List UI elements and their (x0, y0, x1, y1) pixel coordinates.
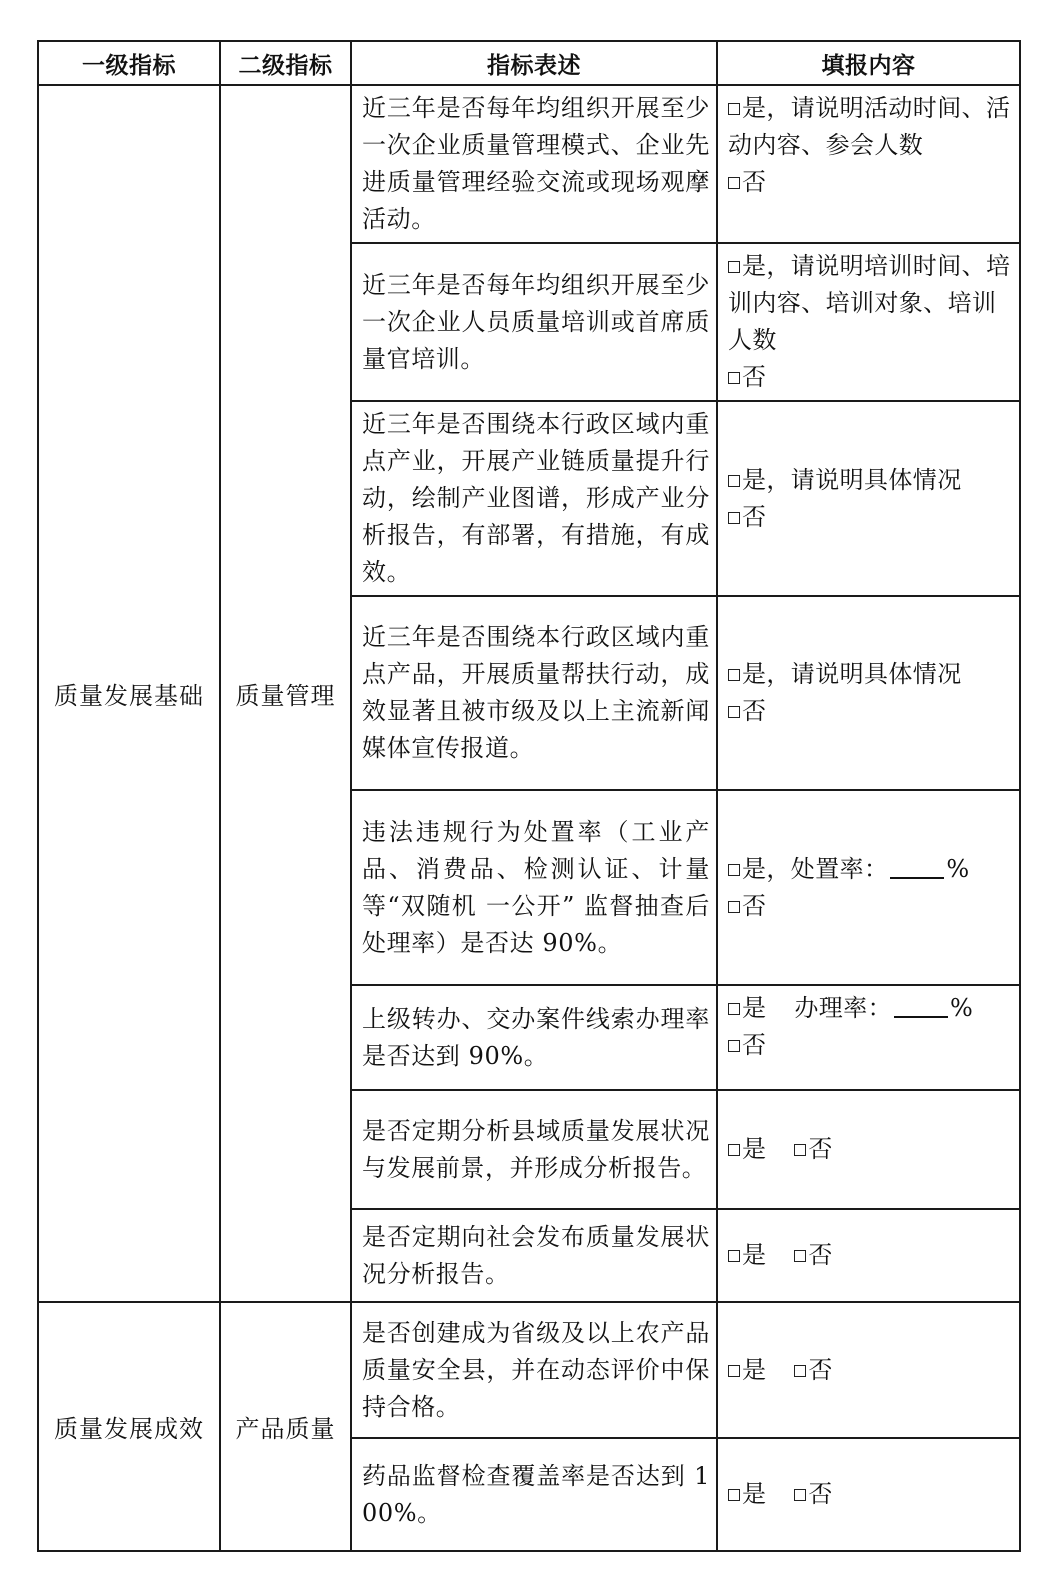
checkbox-icon[interactable] (728, 177, 740, 189)
level2-cell: 质量管理 (220, 85, 351, 1302)
checkbox-icon[interactable] (794, 1144, 806, 1156)
no-option[interactable] (794, 1480, 832, 1508)
no-label: 否 (808, 1355, 833, 1384)
no-label: 否 (808, 1135, 833, 1163)
checkbox-icon[interactable] (728, 706, 740, 718)
fill-cell (717, 1209, 1020, 1302)
yes-option[interactable] (728, 851, 1015, 888)
no-option[interactable] (728, 888, 1015, 925)
fill-cell (717, 85, 1020, 243)
yes-label: 是，处置率： (742, 854, 889, 883)
yes-label: 是，请说明具体情况 (742, 465, 962, 494)
description-cell: 是否创建成为省级及以上农产品质量安全县，并在动态评价中保持合格。 (351, 1302, 717, 1438)
description-cell: 近三年是否每年均组织开展至少一次企业质量管理模式、企业先进质量管理经验交流或现场观摩活动。 (351, 85, 717, 243)
yes-label: 是 (742, 1241, 767, 1269)
fill-cell (717, 1438, 1020, 1551)
table-row (38, 85, 1020, 243)
yes-label: 是 (742, 1480, 767, 1508)
yes-option[interactable] (728, 990, 1015, 1027)
rate-blank-field[interactable] (890, 857, 944, 879)
percent-unit: % (950, 994, 974, 1022)
fill-cell (717, 985, 1020, 1090)
description-cell: 是否定期分析县域质量发展状况与发展前景，并形成分析报告。 (351, 1090, 717, 1209)
no-label: 否 (742, 168, 767, 196)
checkbox-icon[interactable] (728, 1489, 740, 1501)
checkbox-icon[interactable] (728, 1144, 740, 1156)
yes-option[interactable] (728, 1480, 766, 1508)
yes-label: 是，请说明活动时间、活动内容、参会人数 (728, 94, 1011, 159)
header-level1: 一级指标 (38, 41, 220, 85)
fill-cell (717, 1090, 1020, 1209)
checkbox-icon[interactable] (794, 1489, 806, 1501)
fill-cell (717, 243, 1020, 401)
no-option[interactable] (728, 164, 1015, 201)
yes-option[interactable] (728, 656, 1015, 693)
header-fill-content: 填报内容 (717, 41, 1020, 85)
no-label: 否 (742, 697, 767, 725)
yes-option[interactable] (728, 1356, 766, 1384)
description-cell: 近三年是否围绕本行政区域内重点产业，开展产业链质量提升行动，绘制产业图谱，形成产业分析报告，有部署，有措施，有成效。 (351, 401, 717, 596)
checkbox-icon[interactable] (728, 1003, 740, 1015)
description-cell: 是否定期向社会发布质量发展状况分析报告。 (351, 1209, 717, 1302)
indicator-table (37, 40, 1021, 1552)
checkbox-icon[interactable] (728, 1040, 740, 1052)
description-cell: 违法违规行为处置率（工业产品、消费品、检测认证、计量等“双随机 一公开” 监督抽查后处理率）是否达 90%。 (351, 790, 717, 985)
no-option[interactable] (728, 499, 1015, 536)
checkbox-icon[interactable] (728, 103, 740, 115)
no-label: 否 (742, 1031, 767, 1059)
fill-cell (717, 596, 1020, 790)
rate-label: 办理率： (794, 994, 893, 1022)
no-label: 否 (742, 891, 767, 920)
fill-cell (717, 1302, 1020, 1438)
no-option[interactable] (794, 1356, 832, 1384)
yes-label: 是 (742, 994, 767, 1022)
header-row (38, 41, 1020, 85)
level1-cell: 质量发展成效 (38, 1302, 220, 1551)
fill-cell (717, 401, 1020, 596)
description-cell: 上级转办、交办案件线索办理率是否达到 90%。 (351, 985, 717, 1090)
fill-cell (717, 790, 1020, 985)
yes-option[interactable] (728, 248, 1015, 359)
rate-blank-field[interactable] (894, 996, 948, 1018)
checkbox-icon[interactable] (728, 512, 740, 524)
yes-label: 是，请说明具体情况 (742, 660, 962, 688)
percent-unit: % (946, 854, 970, 883)
no-label: 否 (742, 502, 767, 531)
checkbox-icon[interactable] (728, 901, 740, 913)
yes-option[interactable] (728, 1135, 766, 1163)
yes-label: 是 (742, 1135, 767, 1163)
level1-cell: 质量发展基础 (38, 85, 220, 1302)
description-cell: 近三年是否围绕本行政区域内重点产品，开展质量帮扶行动，成效显著且被市级及以上主流新闻媒体宣传报道。 (351, 596, 717, 790)
level2-cell: 产品质量 (220, 1302, 351, 1551)
no-label: 否 (808, 1241, 833, 1269)
checkbox-icon[interactable] (728, 1365, 740, 1377)
description-cell: 药品监督检查覆盖率是否达到 100%。 (351, 1438, 717, 1551)
no-label: 否 (742, 363, 767, 391)
checkbox-icon[interactable] (794, 1250, 806, 1262)
checkbox-icon[interactable] (728, 261, 740, 273)
no-option[interactable] (728, 693, 1015, 730)
header-description: 指标表述 (351, 41, 717, 85)
yes-option[interactable] (728, 462, 1015, 499)
checkbox-icon[interactable] (728, 1250, 740, 1262)
yes-option[interactable] (728, 90, 1015, 164)
yes-label: 是，请说明培训时间、培训内容、培训对象、培训人数 (728, 252, 1011, 354)
checkbox-icon[interactable] (728, 669, 740, 681)
checkbox-icon[interactable] (728, 372, 740, 384)
header-level2: 二级指标 (220, 41, 351, 85)
yes-option[interactable] (728, 1241, 766, 1269)
yes-label: 是 (742, 1355, 767, 1384)
checkbox-icon[interactable] (728, 475, 740, 487)
checkbox-icon[interactable] (794, 1365, 806, 1377)
no-option[interactable] (728, 1027, 1015, 1064)
checkbox-icon[interactable] (728, 864, 740, 876)
description-cell: 近三年是否每年均组织开展至少一次企业人员质量培训或首席质量官培训。 (351, 243, 717, 401)
table-row (38, 1302, 1020, 1438)
no-option[interactable] (794, 1135, 832, 1163)
no-option[interactable] (728, 359, 1015, 396)
no-label: 否 (808, 1480, 833, 1508)
no-option[interactable] (794, 1241, 832, 1269)
